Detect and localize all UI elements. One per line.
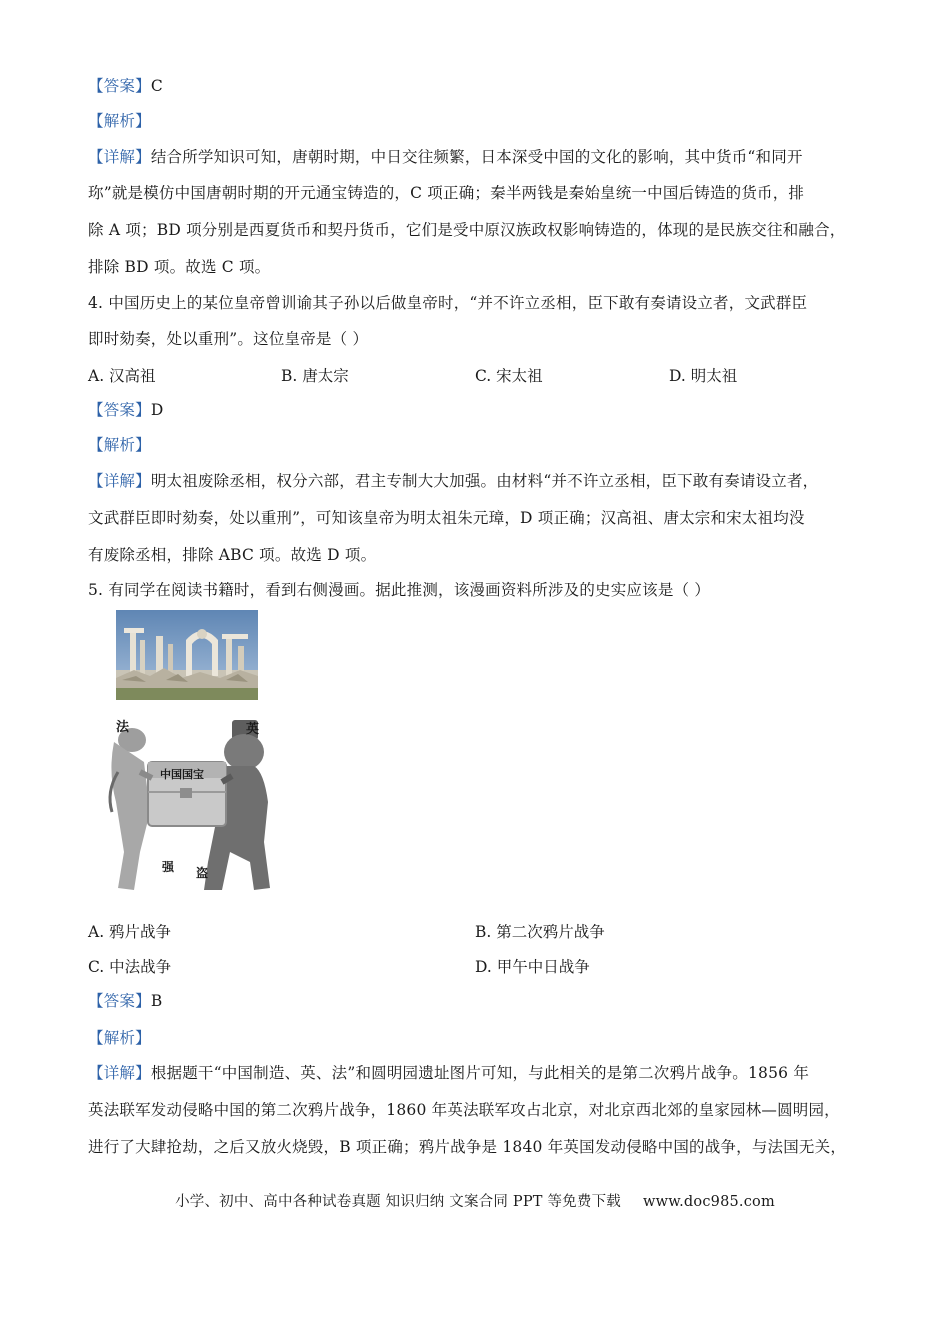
page-footer [0, 1192, 950, 1212]
label-rob: 强 [162, 860, 175, 874]
q4-stem-line-2: 即时劾奏，处以重刑”。这位皇帝是（ ） [88, 330, 369, 348]
q5-option-c: C. 中法战争 [88, 958, 172, 976]
q3-detail-line-4: 排除 BD 项。故选 C 项。 [88, 258, 271, 276]
q5-stem: 5. 有同学在阅读书籍时，看到右侧漫画。据此推测，该漫画资料所涉及的史实应该是（ ） [88, 581, 711, 599]
robbers-cartoon [104, 712, 274, 894]
q4-stem-line-1: 4. 中国历史上的某位皇帝曾训谕其子孙以后做皇帝时，“并不许立丞相，臣下敢有奏请设立者，文武群臣 [88, 294, 808, 312]
q5-detail-line-2: 英法联军发动侵略中国的第二次鸦片战争，1860 年英法联军攻占北京，对北京西北郊的皇家园林—圆明园， [88, 1101, 840, 1119]
footer-text: 小学、初中、高中各种试卷真题 知识归纳 文案合同 PPT 等免费下载 [175, 1194, 621, 1210]
answer-tag: 【答案】 [88, 77, 151, 95]
q5-analysis-line [88, 1028, 868, 1048]
label-britain: 英 [246, 722, 260, 737]
analysis-tag: 【解析】 [88, 1029, 151, 1047]
q5-answer: B [150, 992, 163, 1010]
ruins-photo [116, 610, 258, 700]
label-steal: 盗 [196, 866, 209, 880]
q4-option-c: C. 宋太祖 [475, 367, 543, 385]
cartoon-drawing [104, 712, 274, 894]
q4-analysis-line [88, 435, 868, 455]
detail-tag: 【详解】 [88, 1064, 151, 1082]
q4-answer: D [150, 401, 164, 419]
q3-answer-line [88, 76, 868, 96]
q3-detail-line-1 [88, 147, 868, 167]
answer-tag: 【答案】 [88, 992, 151, 1010]
q4-detail-line-1 [88, 471, 868, 491]
q3-analysis-line [88, 111, 868, 131]
detail-tag: 【详解】 [88, 148, 151, 166]
q4-option-b: B. 唐太宗 [281, 367, 349, 385]
q5-detail-line-3: 进行了大肆抢劫，之后又放火烧毁，B 项正确；鸦片战争是 1840 年英国发动侵略中国的战争，与法国无关， [88, 1138, 847, 1156]
q5-option-d: D. 甲午中日战争 [475, 958, 590, 976]
analysis-tag: 【解析】 [88, 436, 151, 454]
answer-tag: 【答案】 [88, 401, 151, 419]
q3-detail-line-3: 除 A 项；BD 项分别是西夏货币和契丹货币，它们是受中原汉族政权影响铸造的，体现的是民族交往和融合， [88, 221, 846, 239]
q5-option-a: A. 鸦片战争 [88, 923, 172, 941]
label-treasure: 中国国宝 [160, 768, 204, 781]
label-france: 法 [116, 720, 130, 735]
q5-answer-line [88, 991, 868, 1011]
analysis-tag: 【解析】 [88, 112, 151, 130]
q3-detail-text-1: 结合所学知识可知，唐朝时期，中日交往频繁，日本深受中国的文化的影响，其中货币“和同开 [150, 148, 803, 166]
q4-detail-line-2: 文武群臣即时劾奏，处以重刑”，可知该皇帝为明太祖朱元璋，D 项正确；汉高祖、唐太宗和宋太祖均没 [88, 509, 805, 527]
q4-option-a: A. 汉高祖 [88, 367, 156, 385]
q4-answer-line [88, 400, 868, 420]
q4-detail-text-1: 明太祖废除丞相，权分六部，君主专制大大加强。由材料“并不许立丞相，臣下敢有奏请设立者， [150, 472, 819, 490]
q5-detail-line-1 [88, 1063, 868, 1083]
q3-answer: C [150, 77, 163, 95]
q3-detail-line-2: 珎”就是模仿中国唐朝时期的开元通宝铸造的，C 项正确；秦半两钱是秦始皇统一中国后铸造的货币，排 [88, 184, 805, 202]
q4-detail-line-3: 有废除丞相，排除 ABC 项。故选 D 项。 [88, 546, 377, 564]
q4-option-d: D. 明太祖 [669, 367, 738, 385]
footer-url: www.doc985.com [642, 1194, 775, 1210]
q5-option-b: B. 第二次鸦片战争 [475, 923, 605, 941]
detail-tag: 【详解】 [88, 472, 151, 490]
q5-detail-text-1: 根据题干“中国制造、英、法”和圆明园遗址图片可知，与此相关的是第二次鸦片战争。1856 年 [150, 1064, 810, 1082]
